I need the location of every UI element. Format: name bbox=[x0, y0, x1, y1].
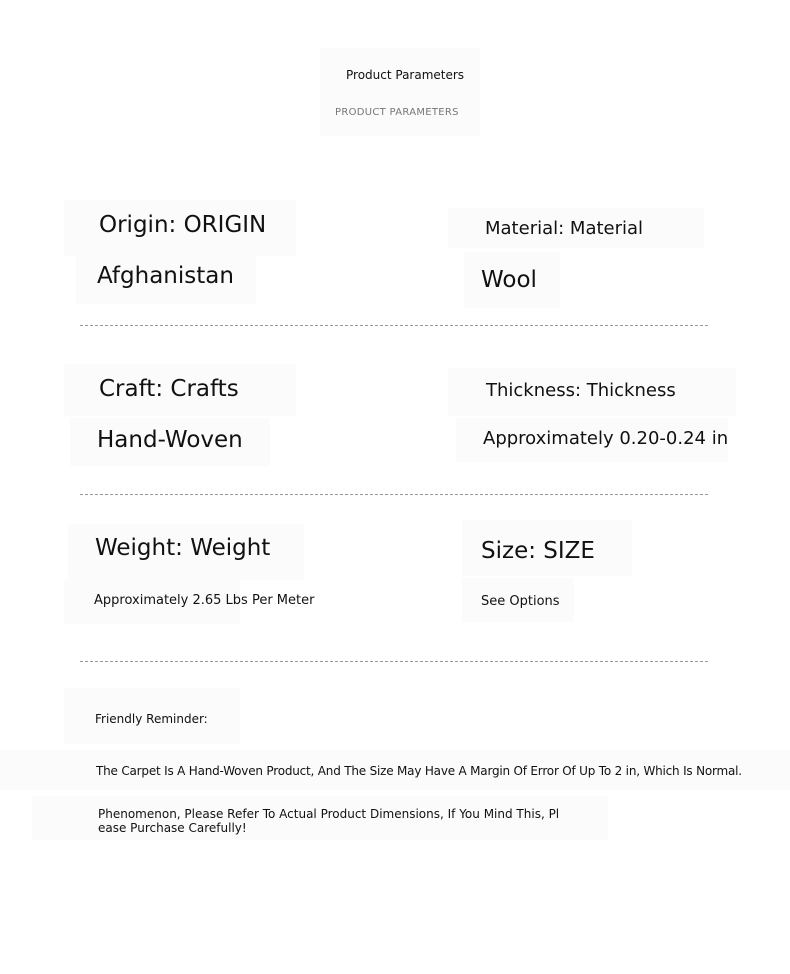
reminder-title: Friendly Reminder: bbox=[95, 712, 208, 726]
divider-3 bbox=[80, 661, 708, 662]
page-subtitle: PRODUCT PARAMETERS bbox=[335, 107, 459, 118]
material-value: Wool bbox=[481, 267, 537, 293]
page-title: Product Parameters bbox=[346, 68, 465, 82]
weight-label: Weight: Weight bbox=[95, 535, 271, 561]
divider-2 bbox=[80, 494, 708, 495]
craft-label: Craft: Crafts bbox=[99, 376, 239, 402]
material-label: Material: Material bbox=[485, 218, 644, 239]
reminder-line1: The Carpet Is A Hand-Woven Product, And The Size May Have A Margin Of Error Of Up To 2 in, Which Is Normal. bbox=[96, 764, 742, 778]
size-value: See Options bbox=[481, 594, 560, 609]
thickness-label: Thickness: Thickness bbox=[486, 380, 676, 401]
divider-1 bbox=[80, 325, 708, 326]
header-panel bbox=[320, 48, 480, 136]
reminder-line2 bbox=[98, 807, 559, 835]
reminder-line2-part-a: Phenomenon, Please Refer To Actual Product Dimensions, If You Mind This, Pl bbox=[98, 807, 560, 821]
craft-value: Hand-Woven bbox=[97, 427, 243, 453]
weight-value: Approximately 2.65 Lbs Per Meter bbox=[94, 593, 315, 608]
size-label: Size: SIZE bbox=[481, 538, 595, 564]
origin-label: Origin: ORIGIN bbox=[99, 212, 267, 238]
origin-value: Afghanistan bbox=[97, 263, 234, 289]
reminder-line2-part-b: ease Purchase Carefully! bbox=[98, 821, 247, 835]
thickness-value: Approximately 0.20-0.24 in bbox=[483, 428, 729, 449]
